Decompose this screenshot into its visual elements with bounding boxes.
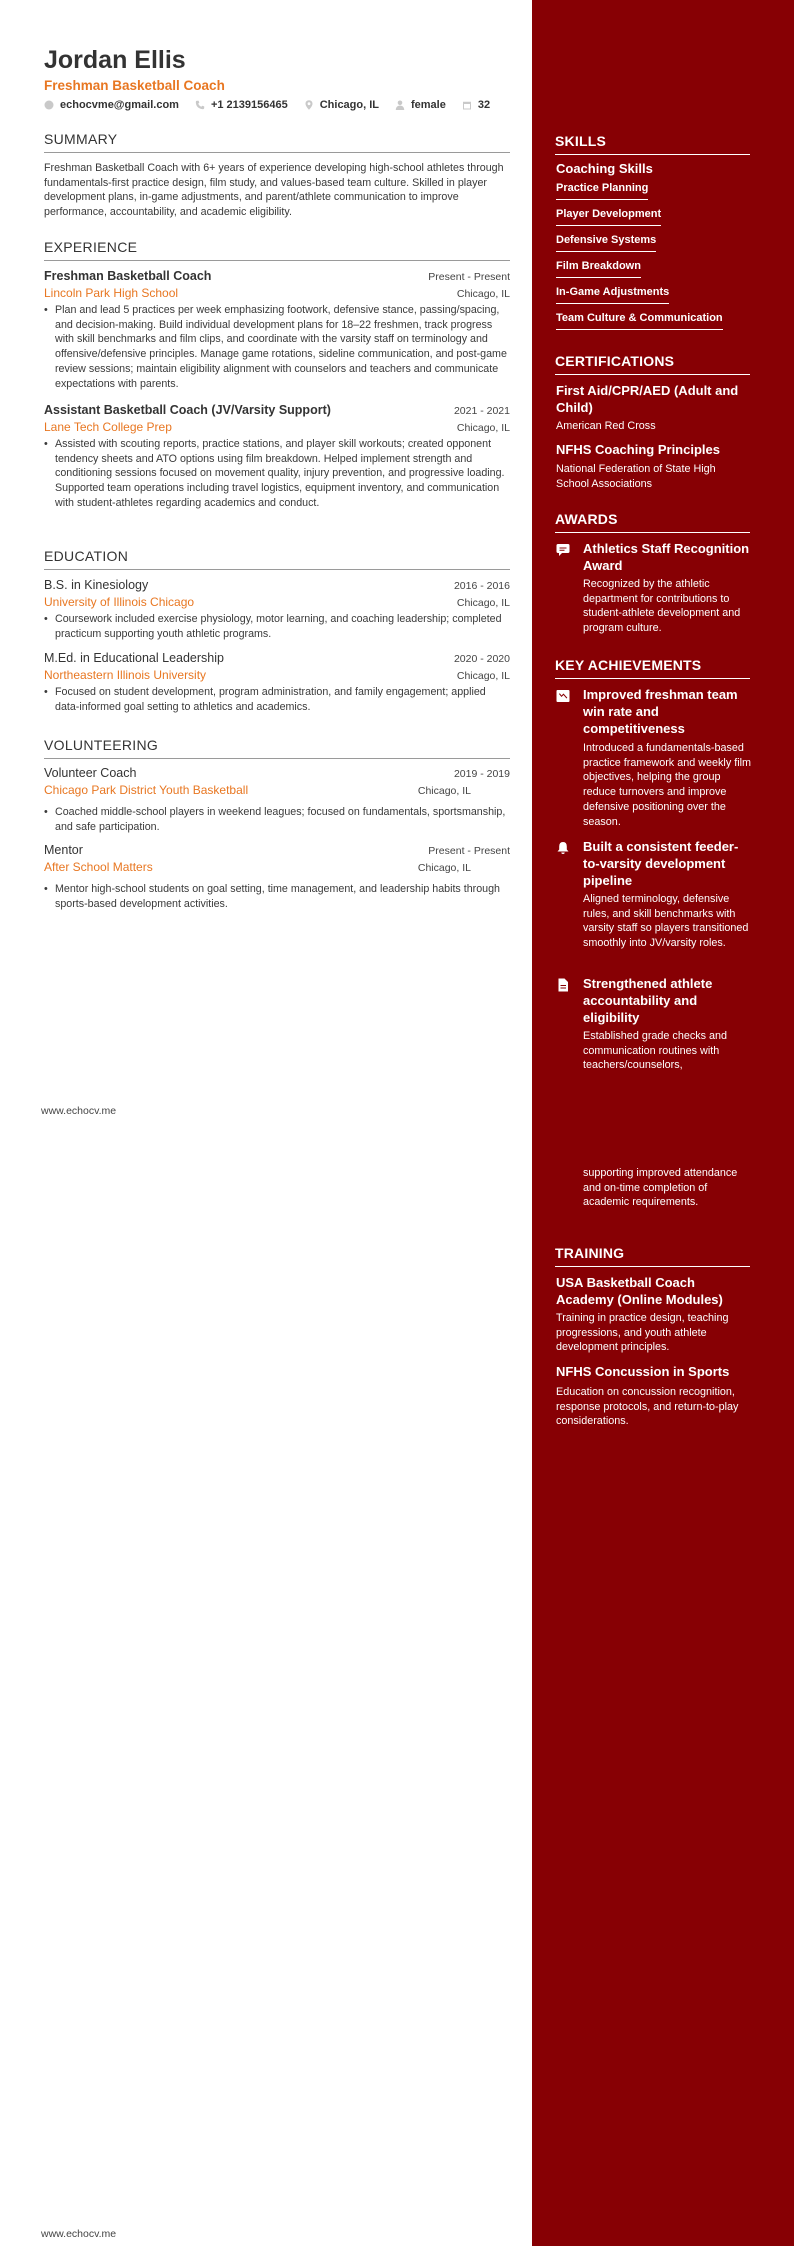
volunteer-bullet (44, 805, 510, 834)
contact-row (44, 99, 506, 111)
job-bullet (44, 437, 510, 511)
volunteer-role: Volunteer Coach (44, 766, 137, 780)
skill-item: Player Development (556, 208, 661, 226)
school: University of Illinois Chicago (44, 595, 195, 609)
degree: M.Ed. in Educational Leadership (44, 651, 224, 665)
school: Northeastern Illinois University (44, 668, 207, 682)
education-bullet (44, 685, 510, 714)
bullet-dot: • (44, 304, 48, 316)
job-location: Chicago, IL (456, 288, 510, 300)
contact-gender (395, 99, 446, 111)
bullet-dot: • (44, 883, 48, 895)
training-title: NFHS Concussion in Sports (556, 1364, 730, 1379)
skill-item: Team Culture & Communication (556, 312, 723, 330)
volunteering-heading: VOLUNTEERING (44, 737, 510, 759)
job-role: Freshman Basketball Coach (44, 269, 212, 283)
education-bullet-text: Coursework included exercise physiology, motor learning, and coaching leadership; completed practicum supporting youth athletic programs. (55, 613, 502, 640)
volunteer-org: After School Matters (44, 860, 153, 874)
experience-heading: EXPERIENCE (44, 239, 510, 261)
volunteer-bullet-text: Mentor high-school students on goal setting, time management, and leadership habits through sports-based development activities. (55, 883, 500, 910)
email-text: echocvme@gmail.com (60, 99, 179, 111)
school-location: Chicago, IL (456, 597, 510, 609)
phone-icon (195, 100, 205, 110)
education-entry (44, 578, 510, 641)
training-description: Training in practice design, teaching progressions, and youth athlete development principles. (556, 1312, 729, 1354)
skills-heading: SKILLS (555, 133, 750, 155)
chart-icon (556, 689, 570, 703)
job-org: Lane Tech College Prep (44, 420, 172, 434)
experience-entry (44, 269, 510, 391)
education-heading: EDUCATION (44, 548, 510, 570)
volunteering-entry (44, 766, 510, 834)
location-text: Chicago, IL (319, 99, 379, 111)
job-dates: 2021 - 2021 (453, 405, 510, 417)
education-bullet (44, 612, 510, 641)
achievement-description: Aligned terminology, defensive rules, and skill benchmarks with varsity staff so players transitioned smoothly into JV/varsity roles. (583, 893, 749, 950)
volunteer-dates: 2019 - 2019 (453, 768, 510, 780)
calendar-icon (462, 100, 472, 110)
chat-bubble-icon (556, 543, 570, 557)
bullet-dot: • (44, 806, 48, 818)
skills-group-title: Coaching Skills (556, 161, 653, 176)
certifications-heading: CERTIFICATIONS (555, 353, 750, 375)
certification-issuer: American Red Cross (556, 420, 656, 432)
training-title: USA Basketball Coach Academy (Online Modules) (556, 1275, 723, 1307)
volunteer-location: Chicago, IL (417, 785, 471, 797)
certification-issuer: National Federation of State High School Associations (556, 463, 716, 490)
summary-heading: SUMMARY (44, 131, 510, 153)
age-text: 32 (477, 99, 491, 111)
education-entry (44, 651, 510, 714)
email-icon (44, 100, 54, 110)
bullet-dot: • (44, 686, 48, 698)
footer-link[interactable]: www.echocv.me (41, 2228, 117, 2240)
contact-age (462, 99, 490, 111)
document-icon (556, 978, 570, 992)
certification-title: NFHS Coaching Principles (556, 442, 720, 457)
footer-link[interactable]: www.echocv.me (41, 1105, 117, 1117)
achievement-description: Introduced a fundamentals-based practice framework and weekly film objectives, helping the group reduce turnovers and improve defensive positioning over the season. (583, 742, 752, 828)
sidebar-column (532, 0, 794, 2246)
school-location: Chicago, IL (456, 670, 510, 682)
volunteer-org: Chicago Park District Youth Basketball (44, 783, 249, 797)
job-role: Assistant Basketball Coach (JV/Varsity Support) (44, 403, 331, 417)
contact-location (304, 99, 379, 111)
volunteering-entry (44, 843, 510, 911)
gender-text: female (411, 99, 446, 111)
training-heading: TRAINING (555, 1245, 750, 1267)
skill-item: Film Breakdown (556, 260, 641, 278)
achievement-title: Strengthened athlete accountability and eligibility (583, 976, 713, 1025)
volunteer-location: Chicago, IL (417, 862, 471, 874)
skill-item: Defensive Systems (556, 234, 656, 252)
job-bullet (44, 303, 510, 391)
education-dates: 2016 - 2016 (453, 580, 510, 592)
bullet-dot: • (44, 438, 48, 450)
volunteer-role: Mentor (44, 843, 83, 857)
candidate-title: Freshman Basketball Coach (44, 78, 225, 93)
person-icon (395, 100, 405, 110)
degree: B.S. in Kinesiology (44, 578, 149, 592)
award-description: Recognized by the athletic department for contributions to student-athlete development and program culture. (583, 578, 741, 635)
volunteer-bullet-text: Coached middle-school players in weekend leagues; focused on fundamentals, sportsmanship, and safe participation. (55, 806, 506, 833)
job-bullet-text: Plan and lead 5 practices per week emphasizing footwork, defensive stance, passing/spacing, and decision-making. Build individual development plans for 18–22 freshmen, track progress with skill benchmarks and film clips, and coordinate with the varsity staff on terminology and offensive/defensive principles. Manage game rotations, sideline communication, and post-game review sessions; maintain eligibility alignment with counselors and teachers and communicate expectations with parents. (55, 304, 507, 390)
achievement-title: Improved freshman team win rate and competitiveness (583, 687, 738, 736)
achievements-heading: KEY ACHIEVEMENTS (555, 657, 750, 679)
contact-email[interactable] (44, 99, 179, 111)
location-pin-icon (304, 100, 314, 110)
volunteer-bullet (44, 882, 510, 911)
achievement-description-continued: supporting improved attendance and on-time completion of academic requirements. (583, 1167, 738, 1209)
training-description: Education on concussion recognition, response protocols, and return-to-play considerations. (556, 1386, 739, 1428)
skill-item: Practice Planning (556, 182, 648, 200)
job-location: Chicago, IL (456, 422, 510, 434)
candidate-name: Jordan Ellis (44, 46, 186, 74)
phone-text: +1 2139156465 (210, 99, 288, 111)
awards-heading: AWARDS (555, 511, 750, 533)
skill-item: In-Game Adjustments (556, 286, 669, 304)
certification-title: First Aid/CPR/AED (Adult and Child) (556, 383, 739, 415)
summary-text: Freshman Basketball Coach with 6+ years of experience developing high-school athletes through fundamentals-first practice design, film study, and values-based team culture. Skilled in player development plans, in-game adjustments, and parent/athlete communication to improve performance, accountability, and academic eligibility. (44, 162, 504, 219)
education-bullet-text: Focused on student development, program administration, and family engagement; applied data-informed goal setting to athletics and academics. (55, 686, 486, 713)
bullet-dot: • (44, 613, 48, 625)
experience-entry (44, 403, 510, 511)
job-org: Lincoln Park High School (44, 286, 179, 300)
volunteer-dates: Present - Present (428, 845, 510, 857)
job-dates: Present - Present (428, 271, 510, 283)
achievement-description: Established grade checks and communication routines with teachers/counselors, (583, 1030, 728, 1072)
contact-phone[interactable] (195, 99, 288, 111)
bell-icon (556, 841, 570, 855)
job-bullet-text: Assisted with scouting reports, practice stations, and player skill workouts; created opponent tendency sheets and ATO options using film breakdown. Helped implement strength and conditioning sessions focused on movement quality, injury prevention, and progressive loading. Supported team operations including travel logistics, equipment inventory, and communication with student-athletes regarding academics and conduct. (55, 438, 505, 509)
award-title: Athletics Staff Recognition Award (583, 541, 750, 573)
achievement-title: Built a consistent feeder-to-varsity development pipeline (583, 839, 739, 888)
education-dates: 2020 - 2020 (453, 653, 510, 665)
